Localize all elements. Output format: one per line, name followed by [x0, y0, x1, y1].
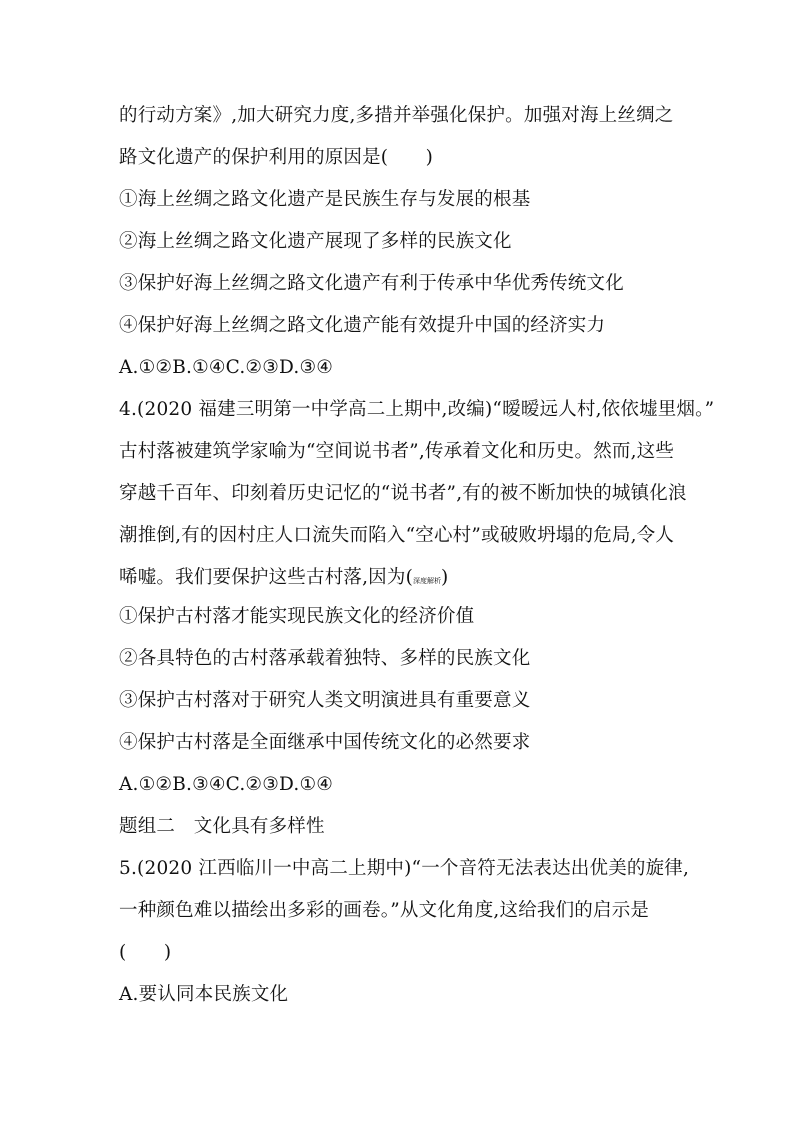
q3-option-3: ③保护好海上丝绸之路文化遗产有利于传承中华优秀传统文化 — [119, 273, 624, 294]
q3-answer-choices: A.①②B.①④C.②③D.③④ — [119, 357, 334, 378]
q4-option-3: ③保护古村落对于研究人类文明演进具有重要意义 — [119, 690, 531, 711]
q4-answer-choices: A.①②B.③④C.②③D.①④ — [119, 774, 334, 795]
q3-stem-line-1: 的行动方案》,加大研究力度,多措并举强化保护。加强对海上丝绸之 — [119, 105, 674, 126]
q4-option-2: ②各具特色的古村落承载着独特、多样的民族文化 — [119, 648, 531, 669]
q4-stem-close-paren: ) — [441, 567, 449, 588]
deep-analysis-tag: 深度解析 — [413, 577, 441, 585]
q5-stem-line-2: 一种颜色难以描绘出多彩的画卷。”从文化角度,这给我们的启示是 — [119, 900, 650, 921]
q3-stem-line-2: 路文化遗产的保护利用的原因是( ) — [119, 147, 434, 168]
q4-stem-line-3: 穿越千百年、印刻着历史记忆的“说书者”,有的被不断加快的城镇化浪 — [119, 483, 687, 504]
q4-stem-line-4: 潮推倒,有的因村庄人口流失而陷入“空心村”或破败坍塌的危局,令人 — [119, 525, 675, 546]
q3-option-2: ②海上丝绸之路文化遗产展现了多样的民族文化 — [119, 231, 512, 252]
q4-option-1: ①保护古村落才能实现民族文化的经济价值 — [119, 606, 475, 627]
q4-option-4: ④保护古村落是全面继承中国传统文化的必然要求 — [119, 732, 531, 753]
q5-option-a: A.要认同本民族文化 — [119, 984, 289, 1005]
q5-answer-blank: ( ) — [119, 942, 172, 963]
q3-option-4: ④保护好海上丝绸之路文化遗产能有效提升中国的经济实力 — [119, 315, 606, 336]
q4-stem-line-5 — [119, 566, 448, 593]
section-heading: 题组二 文化具有多样性 — [119, 816, 325, 837]
q4-stem-text: 唏嘘。我们要保护这些古村落,因为( — [119, 567, 413, 588]
q4-stem-line-2: 古村落被建筑学家喻为“空间说书者”,传承着文化和历史。然而,这些 — [119, 441, 675, 462]
q3-option-1: ①海上丝绸之路文化遗产是民族生存与发展的根基 — [119, 189, 531, 210]
q4-stem-line-1: 4.(2020 福建三明第一中学高二上期中,改编)“暧暧远人村,依依墟里烟。” — [119, 399, 715, 420]
q5-stem-line-1: 5.(2020 江西临川一中高二上期中)“一个音符无法表达出优美的旋律, — [119, 858, 690, 879]
